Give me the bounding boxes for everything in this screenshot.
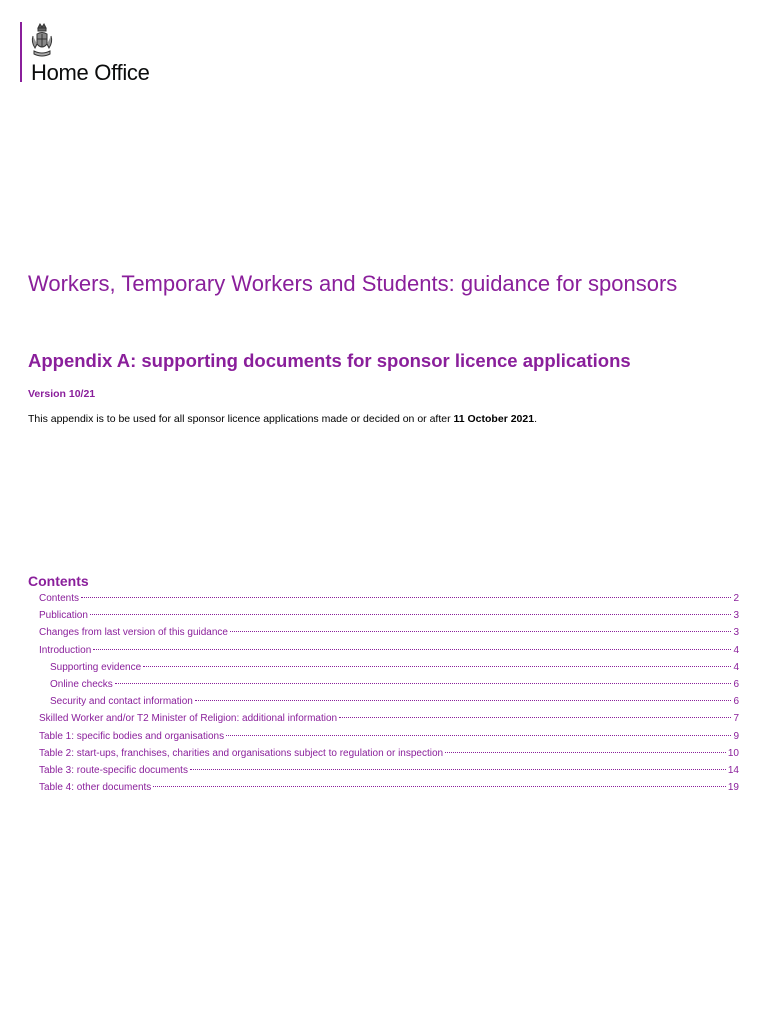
toc-label: Changes from last version of this guidance <box>39 627 228 639</box>
toc-dot-leader <box>90 614 732 615</box>
toc-page-number: 3 <box>733 610 739 622</box>
toc-dot-leader <box>143 666 731 667</box>
document-title: Workers, Temporary Workers and Students: guidance for sponsors <box>28 271 678 296</box>
appendix-title: Appendix A: supporting documents for sponsor licence applications <box>28 350 631 371</box>
toc-item-table-2[interactable] <box>39 748 739 765</box>
toc-page-number: 2 <box>733 593 739 604</box>
toc-label: Supporting evidence <box>50 661 142 673</box>
toc-page-number: 6 <box>733 678 739 690</box>
toc-page-number: 4 <box>733 644 739 656</box>
toc-item-security-contact[interactable] <box>39 696 739 713</box>
toc-dot-leader <box>115 683 732 684</box>
intro-date: 11 October 2021 <box>453 413 535 425</box>
toc-dot-leader <box>190 769 726 770</box>
home-office-logo-text: Home Office <box>31 60 150 85</box>
contents-heading: Contents <box>28 573 89 589</box>
toc-label: Table 3: route-specific documents <box>39 764 188 776</box>
toc-page-number: 9 <box>733 730 739 742</box>
toc-page-number: 7 <box>733 713 739 725</box>
toc-dot-leader <box>445 752 726 753</box>
toc-item-contents[interactable] <box>39 593 739 610</box>
toc-page-number: 14 <box>727 764 739 776</box>
toc-item-publication[interactable] <box>39 610 739 627</box>
toc-item-table-3[interactable] <box>39 765 739 782</box>
toc-item-table-4[interactable] <box>39 782 739 799</box>
toc-dot-leader <box>153 786 726 787</box>
toc-label: Publication <box>39 610 88 622</box>
intro-text: This appendix is to be used for all sponsor licence applications made or decided on or after <box>28 413 454 425</box>
toc-page-number: 4 <box>733 661 739 673</box>
toc-page-number: 19 <box>727 782 739 794</box>
intro-text-end: . <box>534 413 537 425</box>
toc-label: Table 4: other documents <box>39 782 152 794</box>
toc-label: Table 1: specific bodies and organisations <box>39 730 225 742</box>
logo-accent-bar <box>20 22 22 82</box>
toc-item-changes[interactable] <box>39 627 739 644</box>
toc-label: Introduction <box>39 644 92 656</box>
toc-item-supporting-evidence[interactable] <box>39 662 739 679</box>
toc-item-skilled-worker[interactable] <box>39 713 739 730</box>
toc-page-number: 10 <box>727 747 739 759</box>
toc-page-number: 6 <box>733 696 739 708</box>
toc-dot-leader <box>81 597 731 598</box>
version-label: Version 10/21 <box>28 388 96 400</box>
toc-item-table-1[interactable] <box>39 731 739 748</box>
toc-page-number: 3 <box>733 627 739 639</box>
toc-dot-leader <box>93 649 731 650</box>
toc-dot-leader <box>226 735 731 736</box>
royal-coat-of-arms-icon <box>30 22 54 62</box>
toc-item-online-checks[interactable] <box>39 679 739 696</box>
toc-dot-leader <box>230 631 731 632</box>
toc-item-introduction[interactable] <box>39 645 739 662</box>
toc-label: Skilled Worker and/or T2 Minister of Religion: additional information <box>39 713 338 725</box>
toc-dot-leader <box>339 717 731 718</box>
intro-paragraph <box>28 413 537 425</box>
toc-label: Security and contact information <box>50 696 193 708</box>
toc-label: Contents <box>39 593 80 604</box>
toc-dot-leader <box>195 700 732 701</box>
toc-label: Table 2: start-ups, franchises, charities and organisations subject to regulation or inspection <box>39 747 444 759</box>
toc-label: Online checks <box>50 678 113 690</box>
table-of-contents <box>39 593 739 799</box>
